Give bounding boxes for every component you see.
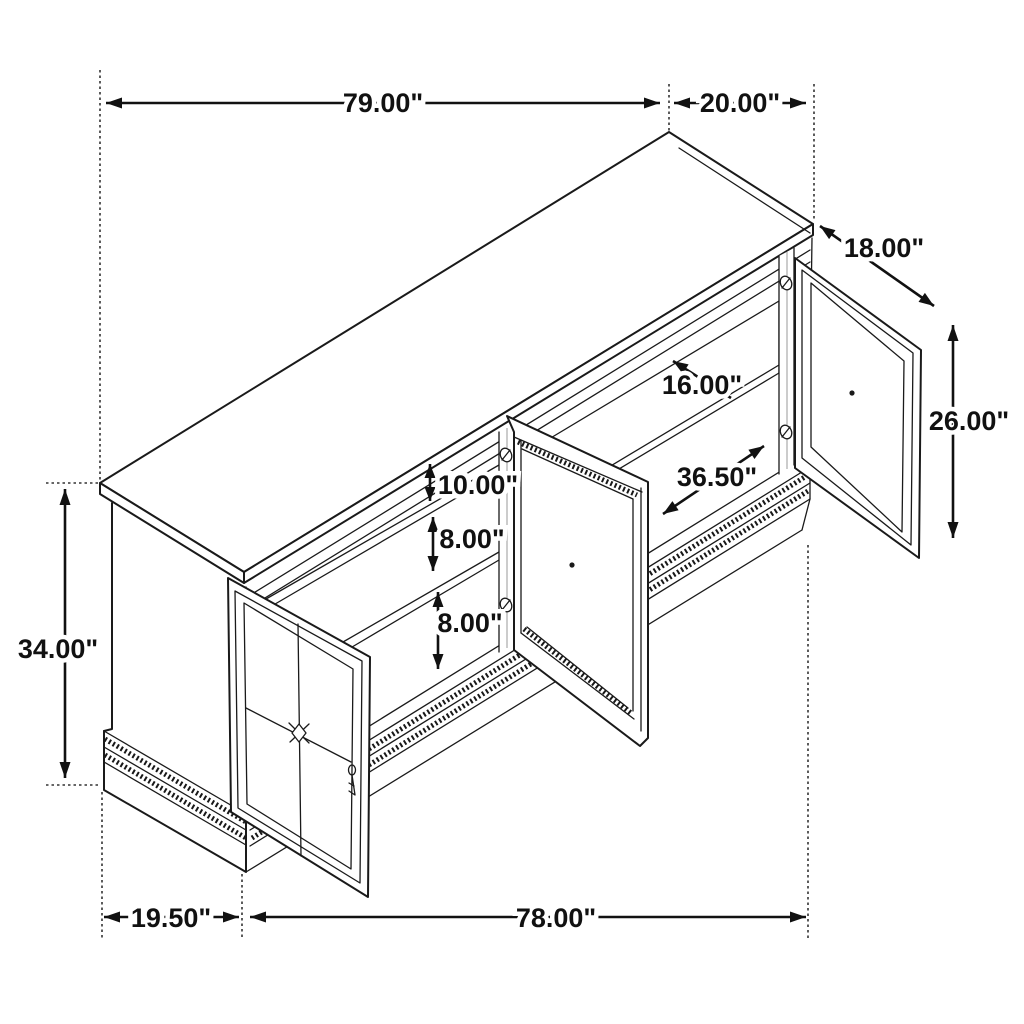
dimension-label-base-front-width: 78.00" bbox=[515, 903, 597, 933]
dimension-label-center-opening-width: 36.50" bbox=[676, 462, 758, 492]
dimension-label-door-height: 26.00" bbox=[928, 406, 1010, 436]
right-opening-stile bbox=[778, 248, 794, 474]
dimension-label-top-shelf-spacing: 10.00" bbox=[437, 470, 519, 500]
dimension-label-door-width: 18.00" bbox=[843, 233, 925, 263]
dimension-label-side-height: 34.00" bbox=[17, 634, 99, 664]
furniture-line-art bbox=[100, 132, 921, 897]
door-knob bbox=[569, 562, 574, 567]
right-door bbox=[795, 258, 921, 558]
dimension-label-bottom-shelf-spacing: 8.00" bbox=[437, 608, 503, 638]
dimension-label-base-side-depth: 19.50" bbox=[130, 903, 212, 933]
dimension-door-height bbox=[929, 325, 1009, 538]
base-molding-hatch bbox=[105, 739, 246, 822]
dimension-label-top-width: 79.00" bbox=[342, 88, 424, 118]
middle-door bbox=[507, 416, 648, 746]
door-knob bbox=[849, 390, 854, 395]
dimension-top-shelf-spacing bbox=[425, 464, 519, 501]
dimension-label-middle-shelf-spacing: 8.00" bbox=[439, 524, 505, 554]
door-knob bbox=[289, 723, 309, 743]
dimension-bottom-shelf-spacing bbox=[433, 592, 503, 669]
dimension-base-front-width bbox=[250, 903, 806, 933]
dimension-label-top-depth: 20.00" bbox=[699, 88, 781, 118]
dimension-label-shelf-depth: 16.00" bbox=[661, 370, 743, 400]
dimension-side-height bbox=[18, 489, 98, 778]
dimension-top-width bbox=[106, 88, 660, 118]
base-molding-hatch bbox=[105, 755, 246, 838]
dimension-center-opening-width bbox=[663, 446, 764, 514]
dimension-top-depth bbox=[674, 88, 806, 118]
dimension-base-side-depth bbox=[104, 903, 239, 933]
left-door bbox=[228, 578, 370, 897]
